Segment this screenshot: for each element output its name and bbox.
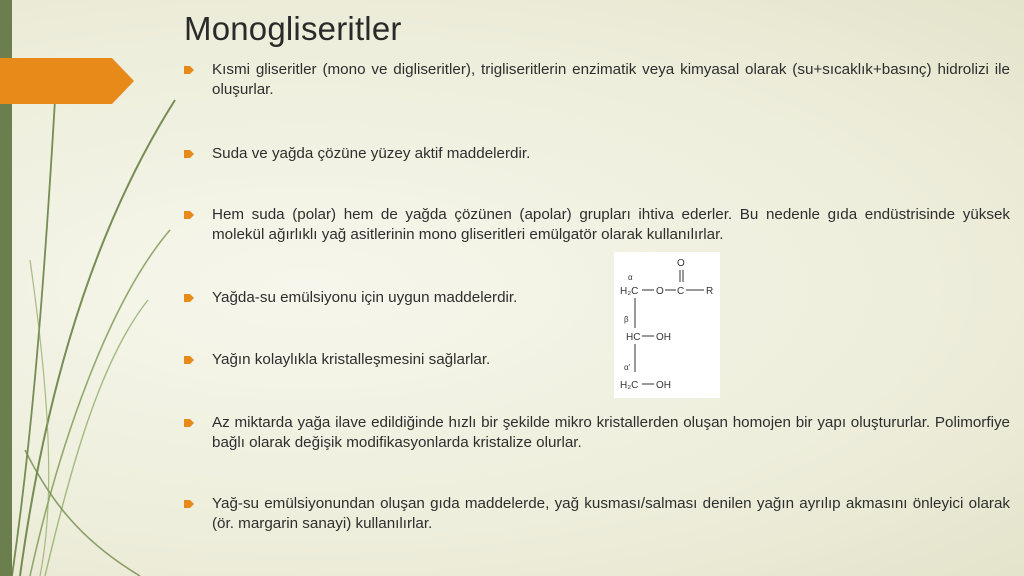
carbonyl-carbon-label: C: [677, 286, 685, 297]
bullet-item-2: [184, 144, 1010, 164]
bullet-text: Kısmi gliseritler (mono ve digliseritler), trigliseritlerin enzimatik veya kimyasal olarak (su+sıcaklık+basınç) hidrolizi ile oluşurlar.: [212, 61, 1010, 98]
slide-title: Monogliseritler: [184, 10, 402, 47]
beta-label: β: [624, 315, 629, 324]
bullet-item-3: [184, 205, 1010, 245]
bullet-text: Hem suda (polar) hem de yağda çözünen (apolar) grupları ihtiva ederler. Bu nedenle gıda endüstrisinde yüksek molekül ağırlıklı yağ asitlerinin mono gliseritleri emülgatör olarak kullanılırlar.: [212, 206, 1010, 243]
bullet-text: Az miktarda yağa ilave edildiğinde hızlı bir şekilde mikro kristallerden oluşan homojen bir yapı oluştururlar. Polimorfiye bağlı olarak değişik modifikasyonlarda kristalize olurlar.: [212, 414, 1010, 451]
bullet-text: Yağda-su emülsiyonu için uygun maddelerdir.: [212, 289, 518, 306]
row3-ch2-label: H₂C: [620, 380, 639, 391]
bullet-item-7: [184, 494, 1010, 534]
arrow-bullet-icon: [184, 355, 194, 365]
arrow-bullet-icon: [184, 210, 194, 220]
ester-oxygen-label: O: [656, 286, 664, 297]
arrow-bullet-icon: [184, 418, 194, 428]
bullet-text: Yağın kolaylıkla kristalleşmesini sağlarlar.: [212, 351, 491, 368]
alpha-prime-label: α': [624, 363, 631, 372]
bullet-item-6: [184, 413, 1010, 453]
title-arrow-tab: [0, 58, 134, 104]
row2-hc-label: HC: [626, 332, 641, 343]
row3-oh-label: OH: [656, 380, 671, 391]
row1-ch2-label: H₂C: [620, 286, 639, 297]
arrow-bullet-icon: [184, 499, 194, 509]
row2-oh-label: OH: [656, 332, 671, 343]
bullet-item-4: [184, 288, 604, 308]
bullet-text: Suda ve yağda çözüne yüzey aktif maddelerdir.: [212, 145, 531, 162]
structure-diagram: [614, 252, 720, 398]
r-group-label: R: [706, 286, 714, 297]
bullet-text: Yağ-su emülsiyonundan oluşan gıda maddelerde, yağ kusması/salması denilen yağın ayrılıp akmasını önleyici olarak (ör. margarin sanayi) kullanılırlar.: [212, 495, 1010, 532]
carbonyl-oxygen-label: O: [677, 258, 685, 269]
bullet-item-1: [184, 60, 1010, 100]
arrow-bullet-icon: [184, 293, 194, 303]
bullet-item-5: [184, 350, 604, 370]
arrow-bullet-icon: [184, 65, 194, 75]
alpha-label: α: [628, 273, 633, 282]
arrow-bullet-icon: [184, 149, 194, 159]
monoglyceride-structure: [614, 252, 720, 398]
